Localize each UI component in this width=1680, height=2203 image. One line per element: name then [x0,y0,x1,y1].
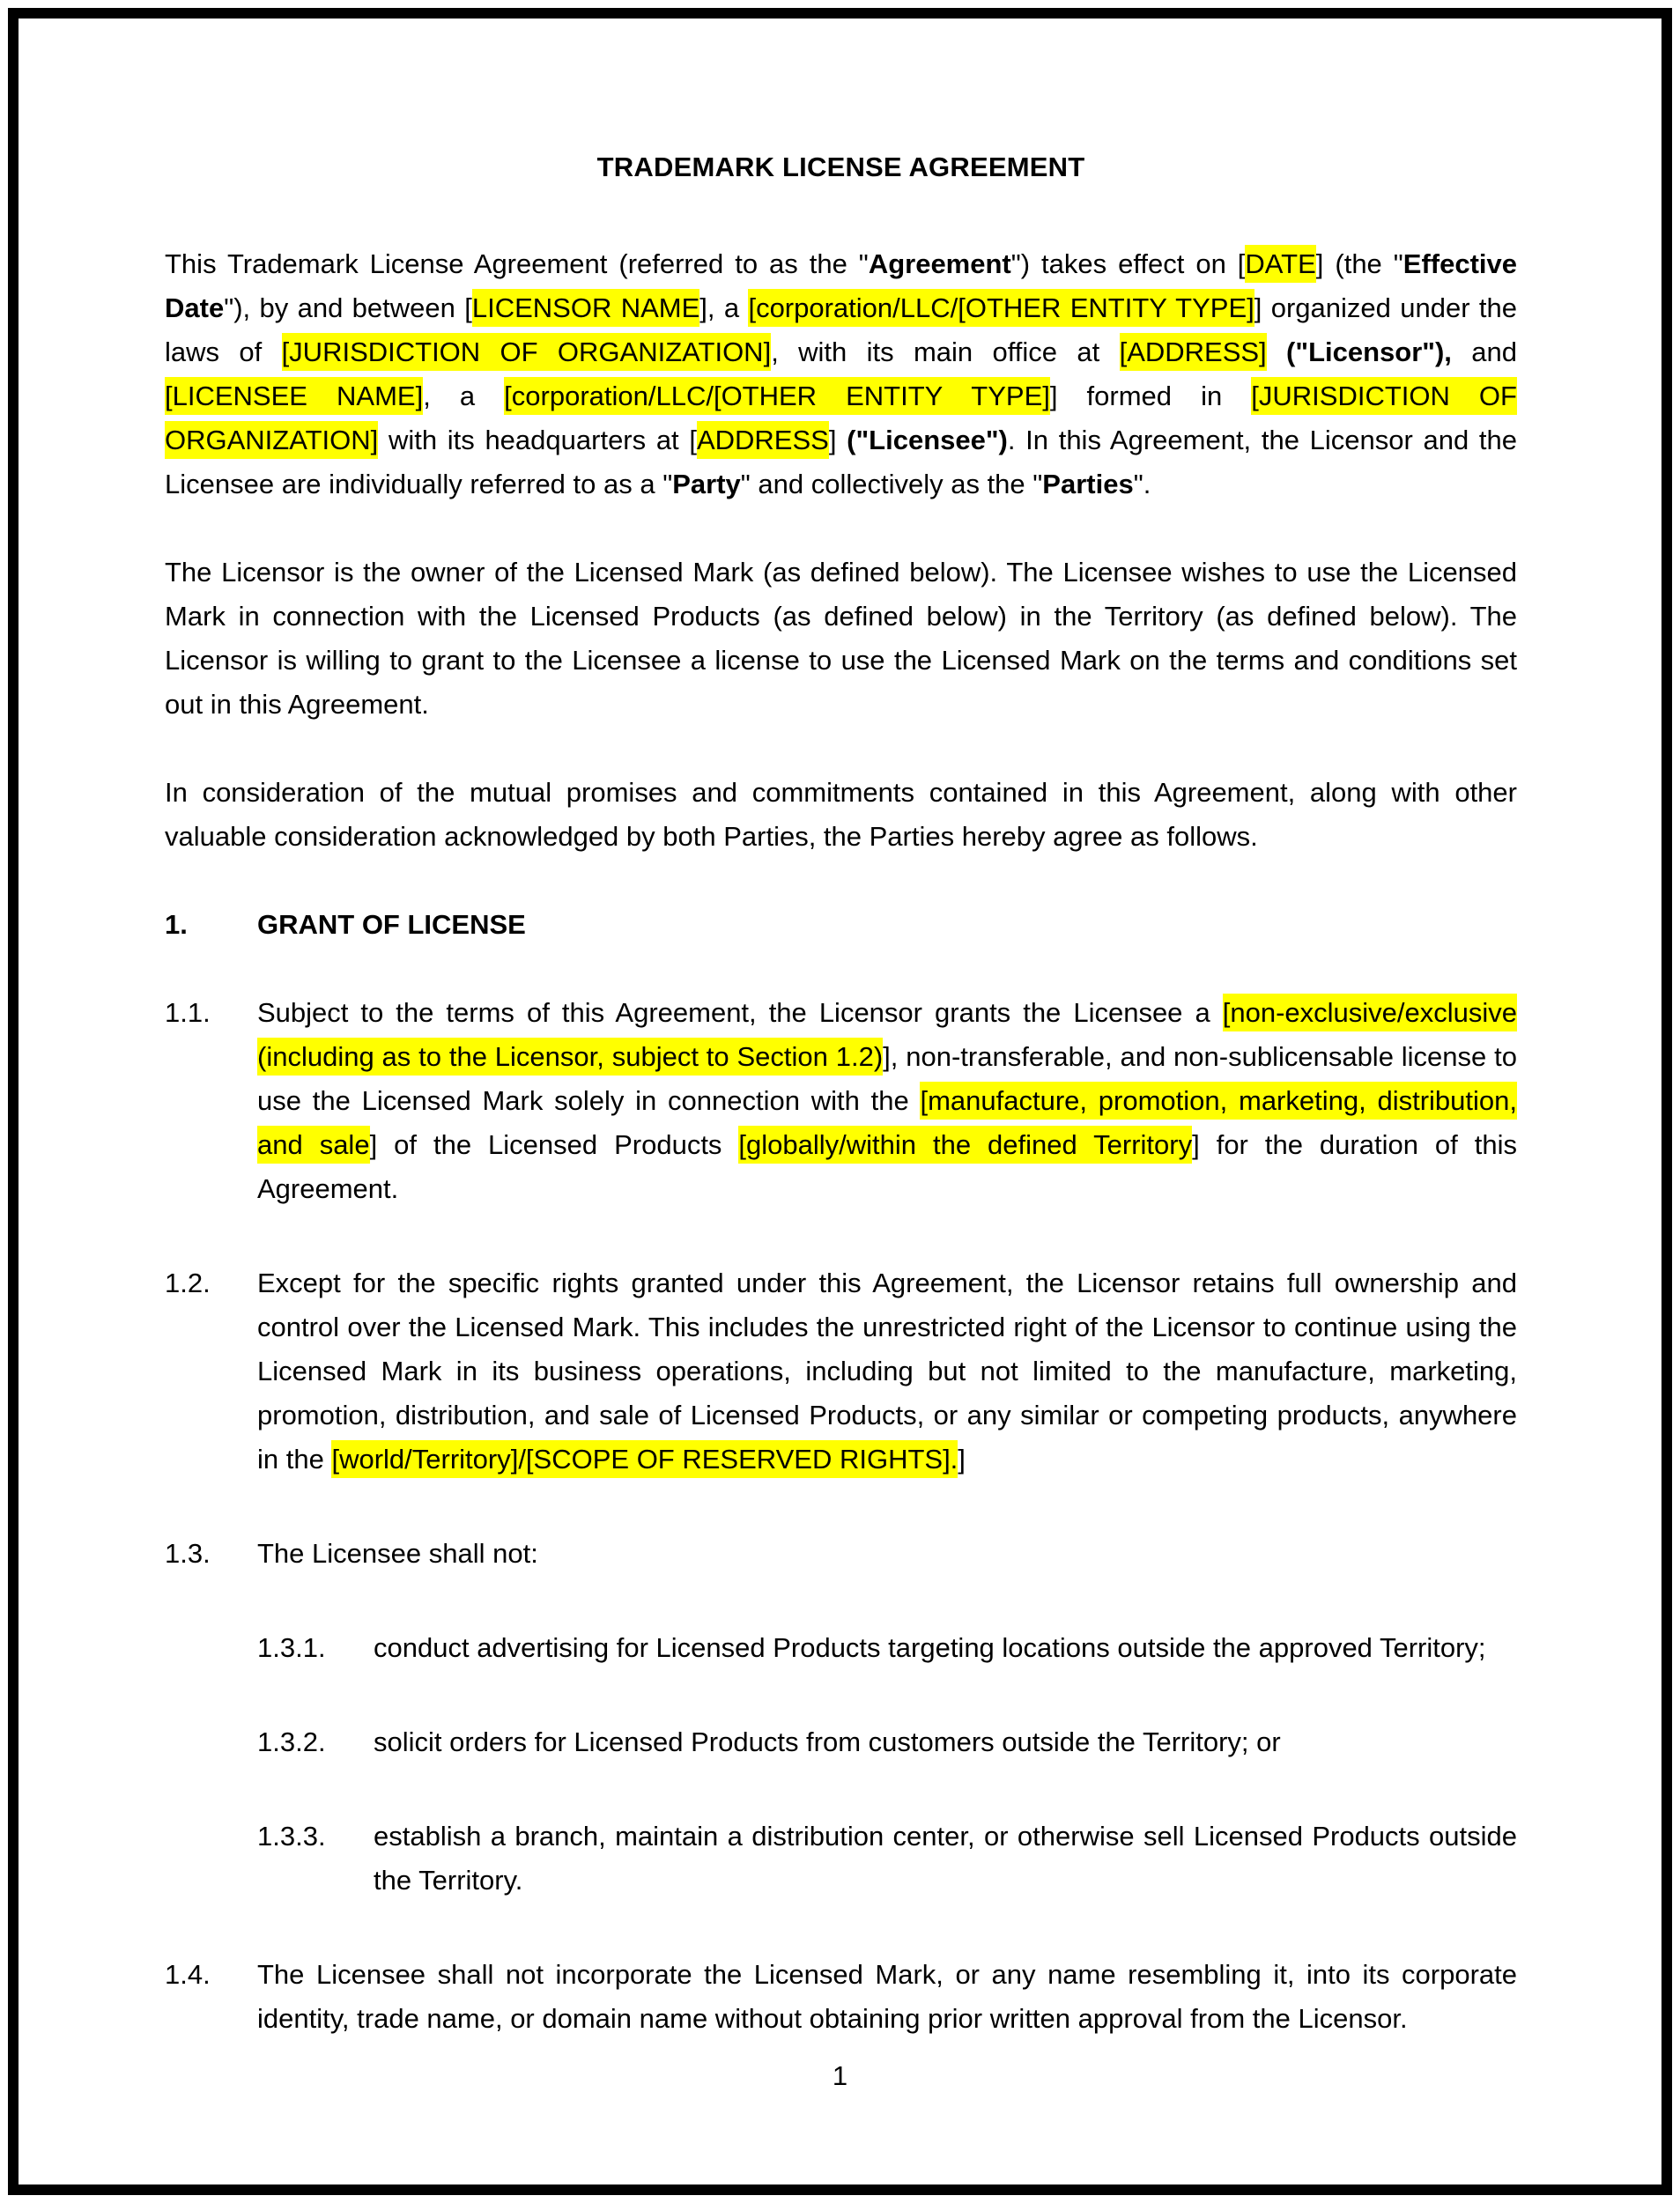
text-run: "), by and between [ [224,292,472,323]
section-number: 1. [165,909,188,940]
section-heading [165,903,1517,947]
text-run: The Licensee shall not incorporate the Licensed Mark, or any name resembling it, into its corporate identity, trade name, or domain name without obtaining prior written approval from the Licensor. [257,1959,1517,2034]
document-title: TRADEMARK LICENSE AGREEMENT [596,152,1085,182]
section-text [257,1261,1517,1482]
highlighted-placeholder: [LICENSEE NAME] [165,377,423,415]
document-content [165,145,1517,2091]
section-item [257,1815,1517,1903]
highlighted-placeholder: [ADDRESS] [1120,333,1267,371]
text-run: , with its main office at [771,336,1120,367]
highlighted-placeholder: [non-exclusive/exclusive (including as to the Licensor, subject to Section 1.2) [257,994,1517,1076]
section-number: 1.3.2. [257,1726,326,1757]
highlighted-placeholder: LICENSOR NAME [472,289,699,327]
text-run: ". [1133,469,1151,499]
section-number: 1.4. [165,1959,211,1990]
text-run: In consideration of the mutual promises and commitments contained in this Agreement, along with other valuable consideration acknowledged by both Parties, the Parties hereby agree as follows. [165,777,1517,852]
highlighted-placeholder: DATE [1245,245,1315,283]
text-run: The Licensor is the owner of the Licensed Mark (as defined below). The Licensee wishes to use the Licensed Mark in connection with the Licensed Products (as defined below) in the Territory (as defined below). The Licensor is willing to grant to the Licensee a license to use the Licensed Mark on the terms and conditions set out in this Agreement. [165,557,1517,720]
section-item [257,1626,1517,1670]
text-run: ] formed in [1049,381,1252,411]
bold-text-run: Agreement [868,248,1011,279]
section-number: 1.3.1. [257,1632,326,1663]
text-run: solicit orders for Licensed Products from customers outside the Territory; or [374,1726,1281,1757]
text-run [1267,336,1286,367]
section-item [165,1953,1517,2041]
document-body [165,242,1517,2041]
text-run: ") takes effect on [ [1010,248,1246,279]
paragraph [165,551,1517,727]
section-text [257,1953,1517,2041]
section-text [257,991,1517,1211]
text-run: This Trademark License Agreement (referred to as the " [165,248,869,279]
bold-text-run: ("Licensor"), [1286,336,1452,367]
section-text [257,903,1517,947]
text-run: ] for the duration of this Agreement. [257,1129,1517,1204]
highlighted-placeholder: [globally/within the defined Territory [738,1126,1192,1164]
text-run: ] [828,425,847,455]
highlighted-placeholder: [world/Territory]/[SCOPE OF RESERVED RIGHTS]. [331,1440,958,1478]
bold-text-run: Effective Date [165,248,1518,323]
section-text [374,1626,1517,1670]
text-run: Except for the specific rights granted under this Agreement, the Licensor retains full ownership and control over the Licensed Mark. This includes the unrestricted right of the Licensor to continue using the Licensed Mark in its business operations, including but not limited to the manufacture, marketing, promotion, distribution, and sale of Licensed Products, or any similar or competing products, anywhere in the [257,1268,1517,1475]
text-run: ] organized under the laws of [165,292,1517,367]
section-item [165,991,1517,1211]
text-run: ] of the Licensed Products [369,1129,739,1160]
section-number: 1.2. [165,1268,211,1298]
section-text [257,1532,1517,1576]
text-run: , a [423,381,505,411]
section-number: 1.3.3. [257,1821,326,1852]
highlighted-placeholder: [corporation/LLC/[OTHER ENTITY TYPE] [504,377,1050,415]
highlighted-placeholder: [manufacture, promotion, marketing, distribution, and sale [257,1082,1517,1164]
section-text [374,1815,1517,1903]
section-number: 1.1. [165,997,211,1028]
text-run: ] (the " [1315,248,1403,279]
paragraph [165,242,1517,506]
paragraph [165,771,1517,859]
section-item [257,1720,1517,1764]
highlighted-placeholder: [JURISDICTION OF ORGANIZATION] [282,333,772,371]
text-run: and [1451,336,1517,367]
text-run: ], a [699,292,749,323]
text-run: The Licensee shall not: [257,1538,538,1569]
text-run: ], non-transferable, and non-sublicensable license to use the Licensed Mark solely in connection with the [257,1041,1517,1116]
text-run: Subject to the terms of this Agreement, the Licensor grants the Licensee a [257,997,1223,1028]
bold-text-run: Party [672,469,741,499]
text-run: conduct advertising for Licensed Products targeting locations outside the approved Territory; [374,1632,1486,1663]
text-run: . In this Agreement, the Licensor and the Licensee are individually referred to as a " [165,425,1517,499]
text-run: ] [958,1444,966,1475]
text-run: " and collectively as the " [740,469,1043,499]
page-number: 1 [832,2060,848,2091]
text-run: with its headquarters at [ [378,425,697,455]
section-text [374,1720,1517,1764]
bold-text-run: Parties [1042,469,1134,499]
section-number: 1.3. [165,1538,211,1569]
bold-text-run: ("Licensee") [847,425,1008,455]
highlighted-placeholder: [JURISDICTION OF ORGANIZATION] [165,377,1517,459]
bold-text-run: GRANT OF LICENSE [257,909,526,940]
section-item [165,1532,1517,1576]
section-item [165,1261,1517,1482]
highlighted-placeholder: [corporation/LLC/[OTHER ENTITY TYPE] [748,289,1254,327]
highlighted-placeholder: ADDRESS [697,421,829,459]
text-run: establish a branch, maintain a distribution center, or otherwise sell Licensed Products outside the Territory. [374,1821,1517,1896]
